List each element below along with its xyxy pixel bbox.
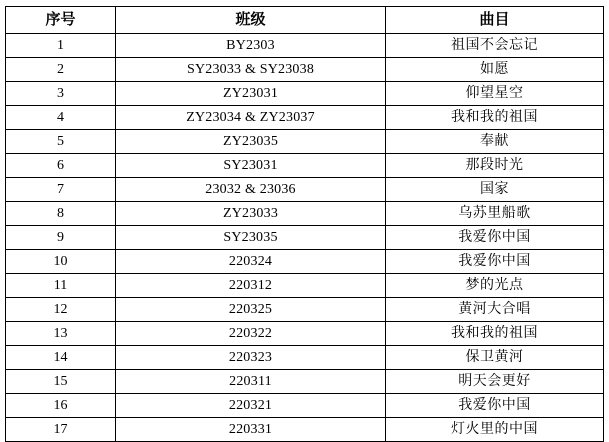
cell-class: 220311 bbox=[116, 370, 386, 394]
cell-index: 12 bbox=[6, 298, 116, 322]
cell-class: 220312 bbox=[116, 274, 386, 298]
cell-class: SY23031 bbox=[116, 154, 386, 178]
table-row bbox=[6, 82, 604, 106]
cell-song: 明天会更好 bbox=[386, 370, 604, 394]
cell-song: 我和我的祖国 bbox=[386, 106, 604, 130]
cell-song: 那段时光 bbox=[386, 154, 604, 178]
cell-song: 奉献 bbox=[386, 130, 604, 154]
cell-index: 17 bbox=[6, 418, 116, 442]
cell-song: 仰望星空 bbox=[386, 82, 604, 106]
program-table bbox=[5, 6, 604, 442]
cell-index: 10 bbox=[6, 250, 116, 274]
table-row bbox=[6, 106, 604, 130]
table-row bbox=[6, 58, 604, 82]
cell-song: 国家 bbox=[386, 178, 604, 202]
cell-class: ZY23031 bbox=[116, 82, 386, 106]
cell-song: 我和我的祖国 bbox=[386, 322, 604, 346]
cell-song: 我爱你中国 bbox=[386, 250, 604, 274]
cell-class: SY23033 & SY23038 bbox=[116, 58, 386, 82]
cell-index: 9 bbox=[6, 226, 116, 250]
cell-index: 13 bbox=[6, 322, 116, 346]
column-header-class: 班级 bbox=[116, 7, 386, 34]
cell-song: 如愿 bbox=[386, 58, 604, 82]
cell-class: ZY23034 & ZY23037 bbox=[116, 106, 386, 130]
cell-index: 11 bbox=[6, 274, 116, 298]
table-row bbox=[6, 250, 604, 274]
cell-class: 220324 bbox=[116, 250, 386, 274]
cell-class: 220321 bbox=[116, 394, 386, 418]
cell-index: 16 bbox=[6, 394, 116, 418]
cell-index: 6 bbox=[6, 154, 116, 178]
table-row bbox=[6, 346, 604, 370]
cell-class: BY2303 bbox=[116, 34, 386, 58]
cell-index: 5 bbox=[6, 130, 116, 154]
column-header-index: 序号 bbox=[6, 7, 116, 34]
column-header-song: 曲目 bbox=[386, 7, 604, 34]
cell-song: 黄河大合唱 bbox=[386, 298, 604, 322]
cell-song: 梦的光点 bbox=[386, 274, 604, 298]
cell-index: 15 bbox=[6, 370, 116, 394]
cell-song: 我爱你中国 bbox=[386, 226, 604, 250]
cell-class: ZY23033 bbox=[116, 202, 386, 226]
cell-class: 23032 & 23036 bbox=[116, 178, 386, 202]
cell-class: 220325 bbox=[116, 298, 386, 322]
cell-class: 220322 bbox=[116, 322, 386, 346]
table-row bbox=[6, 418, 604, 442]
cell-class: 220331 bbox=[116, 418, 386, 442]
cell-song: 祖国不会忘记 bbox=[386, 34, 604, 58]
cell-song: 乌苏里船歌 bbox=[386, 202, 604, 226]
table-row bbox=[6, 178, 604, 202]
cell-index: 7 bbox=[6, 178, 116, 202]
table-row bbox=[6, 34, 604, 58]
table-row bbox=[6, 226, 604, 250]
table-row bbox=[6, 202, 604, 226]
cell-class: 220323 bbox=[116, 346, 386, 370]
cell-class: ZY23035 bbox=[116, 130, 386, 154]
table-row bbox=[6, 130, 604, 154]
table-body bbox=[6, 34, 604, 442]
table-row bbox=[6, 370, 604, 394]
cell-song: 保卫黄河 bbox=[386, 346, 604, 370]
cell-index: 1 bbox=[6, 34, 116, 58]
cell-index: 4 bbox=[6, 106, 116, 130]
cell-index: 3 bbox=[6, 82, 116, 106]
cell-song: 我爱你中国 bbox=[386, 394, 604, 418]
cell-index: 14 bbox=[6, 346, 116, 370]
cell-song: 灯火里的中国 bbox=[386, 418, 604, 442]
table-row bbox=[6, 298, 604, 322]
table-row bbox=[6, 394, 604, 418]
table-header-row bbox=[6, 7, 604, 34]
cell-index: 8 bbox=[6, 202, 116, 226]
cell-index: 2 bbox=[6, 58, 116, 82]
cell-class: SY23035 bbox=[116, 226, 386, 250]
table-row bbox=[6, 322, 604, 346]
table-row bbox=[6, 274, 604, 298]
table-row bbox=[6, 154, 604, 178]
